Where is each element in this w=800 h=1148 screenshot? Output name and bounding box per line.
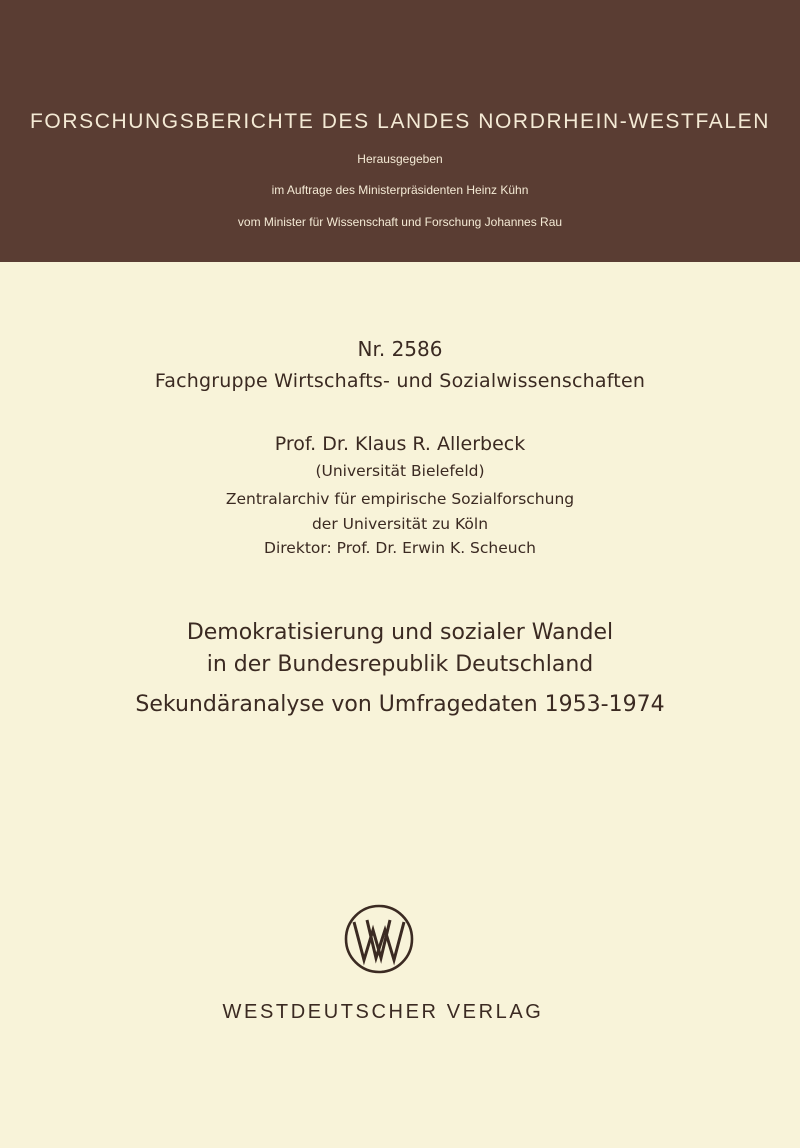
author-name: Prof. Dr. Klaus R. Allerbeck [274, 433, 526, 455]
affiliation-line: Zentralarchiv für empirische Sozialforschung [225, 490, 575, 508]
book-title-line: Demokratisierung und sozialer Wandel [186, 620, 614, 645]
header-band [0, 0, 800, 262]
book-title-line: in der Bundesrepublik Deutschland [206, 652, 594, 677]
subject-group: Fachgruppe Wirtschafts- und Sozialwissenschaften [154, 370, 646, 392]
series-title: FORSCHUNGSBERICHTE DES LANDES NORDRHEIN-WESTFALEN [30, 110, 770, 133]
editor-line: Herausgegeben [357, 152, 443, 166]
publisher-name: WESTDEUTSCHER VERLAG [222, 1001, 544, 1023]
report-number: Nr. 2586 [357, 337, 443, 361]
affiliation-line: Direktor: Prof. Dr. Erwin K. Scheuch [264, 539, 536, 557]
book-subtitle: Sekundäranalyse von Umfragedaten 1953-1974 [135, 692, 665, 717]
commission-line: im Auftrage des Ministerpräsidenten Heinz Kühn [271, 183, 529, 197]
minister-line: vom Minister für Wissenschaft und Forschung Johannes Rau [237, 215, 563, 229]
ww-monogram-logo [343, 903, 415, 975]
affiliation-line: der Universität zu Köln [311, 515, 489, 533]
affiliation-line: (Universität Bielefeld) [315, 462, 485, 480]
